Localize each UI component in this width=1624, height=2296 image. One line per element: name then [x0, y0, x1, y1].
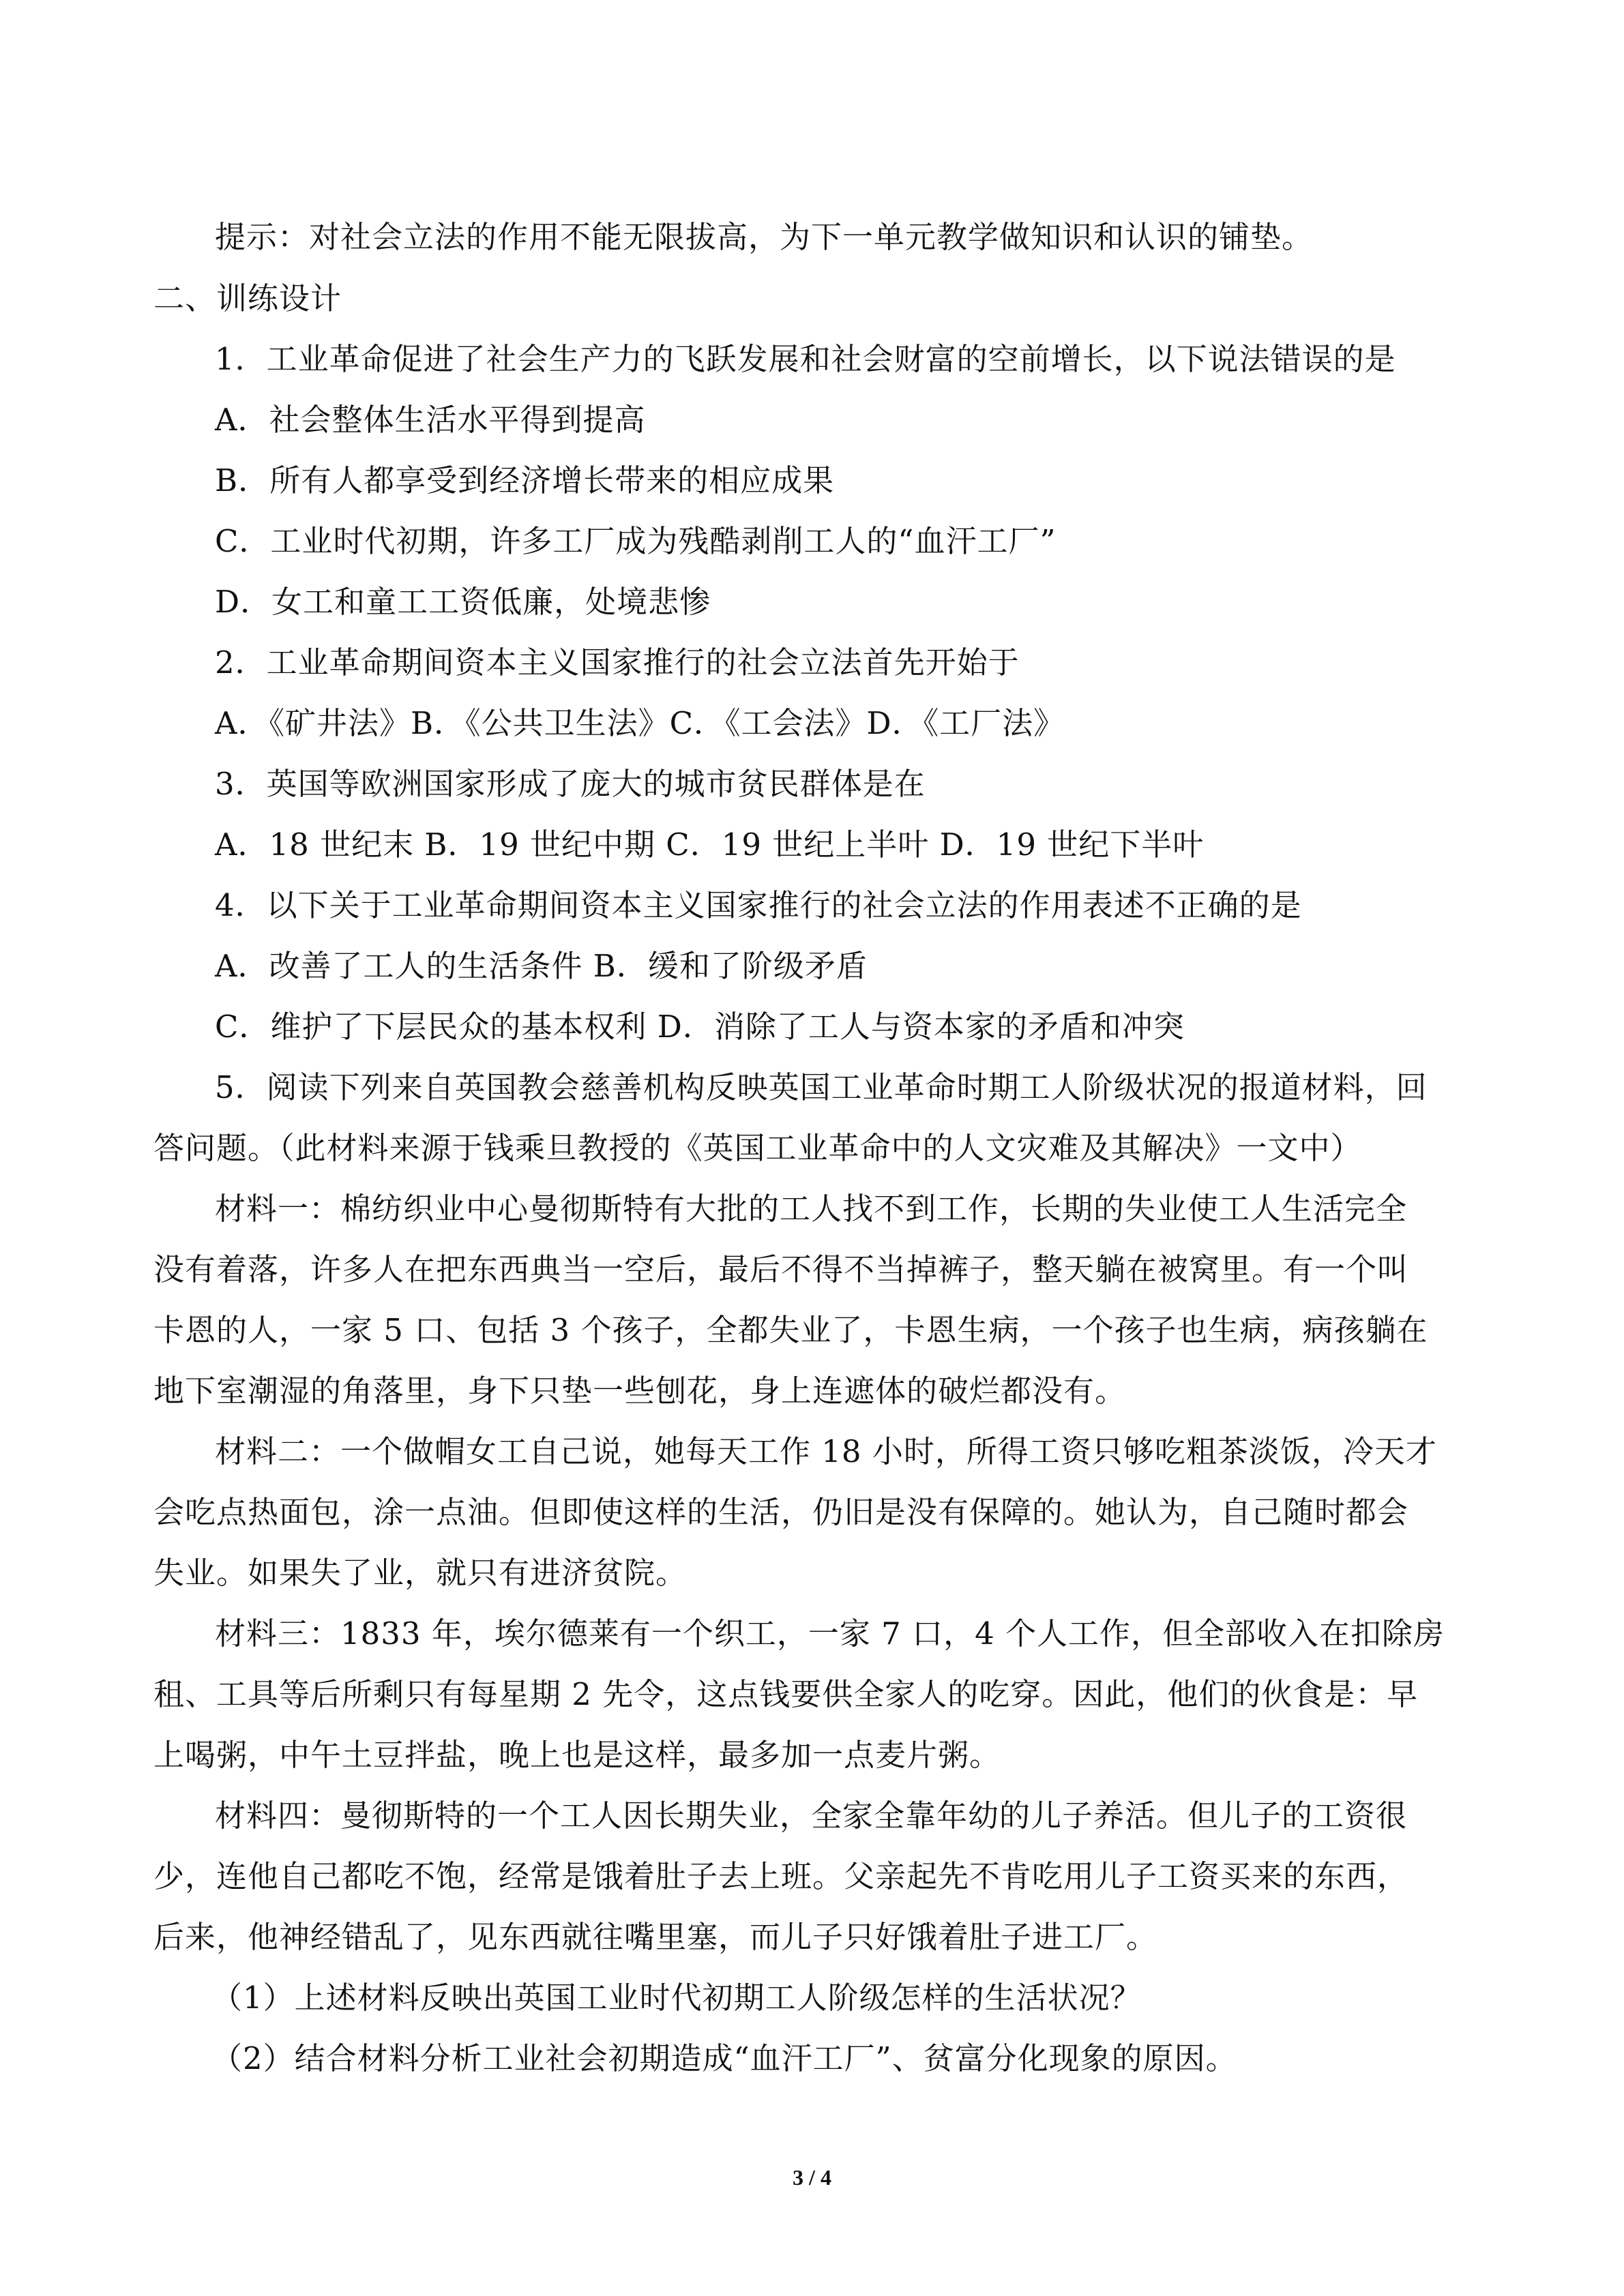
question-3-stem: 3．英国等欧洲国家形成了庞大的城市贫民群体是在	[215, 766, 926, 802]
page-number: 3 / 4	[793, 2165, 831, 2190]
question-5-stem-line-2: 答问题。（此材料来源于钱乘旦教授的《英国工业革命中的人文灾难及其解决》一文中）	[153, 1130, 1362, 1166]
material-2-line-1: 材料二：一个做帽女工自己说，她每天工作 18 小时，所得工资只够吃粗茶淡饭，冷天才	[215, 1433, 1437, 1470]
question-2-options: A．《矿井法》B．《公共卫生法》C．《工会法》D．《工厂法》	[215, 705, 1065, 741]
material-4-line-1: 材料四：曼彻斯特的一个工人因长期失业，全家全靠年幼的儿子养活。但儿子的工资很	[215, 1798, 1408, 1834]
sub-question-1: （1）上述材料反映出英国工业时代初期工人阶级怎样的生活状况？	[211, 1980, 1142, 2016]
question-1-option-a: A．社会整体生活水平得到提高	[215, 402, 646, 438]
material-2-line-3: 失业。如果失了业，就只有进济贫院。	[153, 1555, 688, 1591]
material-4-line-3: 后来，他神经错乱了，见东西就往嘴里塞，而儿子只好饿着肚子进工厂。	[153, 1919, 1158, 1955]
question-1-option-d: D．女工和童工工资低廉，处境悲惨	[215, 584, 711, 620]
question-4-options-line-1: A．改善了工人的生活条件 B．缓和了阶级矛盾	[215, 948, 868, 984]
question-2-stem: 2．工业革命期间资本主义国家推行的社会立法首先开始于	[215, 644, 1020, 681]
material-3-line-2: 租、工具等后所剩只有每星期 2 先令，这点钱要供全家人的吃穿。因此，他们的伙食是：早	[153, 1676, 1419, 1712]
material-3-line-3: 上喝粥，中午土豆拌盐，晚上也是这样，最多加一点麦片粥。	[153, 1737, 1001, 1773]
question-4-options-line-2: C．维护了下层民众的基本权利 D．消除了工人与资本家的矛盾和冲突	[215, 1009, 1185, 1045]
material-1-line-1: 材料一：棉纺织业中心曼彻斯特有大批的工人找不到工作，长期的失业使工人生活完全	[215, 1191, 1408, 1227]
material-2-line-2: 会吃点热面包，涂一点油。但即使这样的生活，仍旧是没有保障的。她认为，自己随时都会	[153, 1494, 1409, 1530]
material-4-line-2: 少，连他自己都吃不饱，经常是饿着肚子去上班。父亲起先不肯吃用儿子工资买来的东西，	[153, 1858, 1409, 1894]
question-1-stem: 1．工业革命促进了社会生产力的飞跃发展和社会财富的空前增长，以下说法错误的是	[215, 341, 1396, 377]
question-4-stem: 4．以下关于工业革命期间资本主义国家推行的社会立法的作用表述不正确的是	[215, 887, 1302, 923]
question-1-option-b: B．所有人都享受到经济增长带来的相应成果	[215, 462, 835, 498]
material-1-line-3: 卡恩的人，一家 5 口、包括 3 个孩子，全都失业了，卡恩生病，一个孩子也生病，病孩躺在	[153, 1312, 1428, 1348]
hint-text: 提示：对社会立法的作用不能无限拔高，为下一单元教学做知识和认识的铺垫。	[215, 219, 1314, 255]
material-3-line-1: 材料三：1833 年，埃尔德莱有一个织工，一家 7 口，4 个人工作，但全部收入在扣除房	[215, 1615, 1445, 1652]
material-1-line-4: 地下室潮湿的角落里，身下只垫一些刨花，身上连遮体的破烂都没有。	[153, 1373, 1127, 1409]
sub-question-2: （2）结合材料分析工业社会初期造成“血汗工厂”、贫富分化现象的原因。	[211, 2040, 1237, 2076]
section-title: 二、训练设计	[153, 280, 342, 316]
question-3-options: A．18 世纪末 B．19 世纪中期 C．19 世纪上半叶 D．19 世纪下半叶	[215, 826, 1205, 863]
question-5-stem-line-1: 5．阅读下列来自英国教会慈善机构反映英国工业革命时期工人阶级状况的报道材料，回	[215, 1069, 1428, 1105]
question-1-option-c: C．工业时代初期，许多工厂成为残酷剥削工人的“血汗工厂”	[215, 523, 1057, 559]
material-1-line-2: 没有着落，许多人在把东西典当一空后，最后不得不当掉裤子，整天躺在被窝里。有一个叫	[153, 1251, 1409, 1287]
